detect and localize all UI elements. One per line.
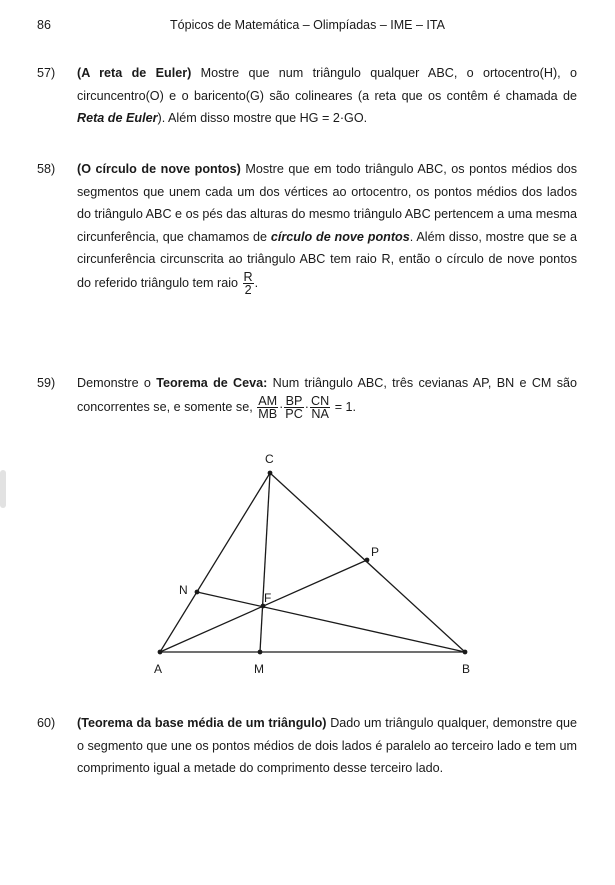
label-n: N [179,583,188,597]
label-b: B [462,662,471,676]
problem-text [77,158,577,296]
problem-body: Dado um triângulo qualquer, demonstre que o segmento que une os pontos médios de dois lados é paralelo ao terceiro lado e tem um comprimento igual a metade do comprimento desse terceiro lado. [77,716,577,775]
label-c: C [265,452,274,466]
fraction-numerator: BP [285,393,303,408]
emphasis-term: círculo de nove pontos [270,229,410,244]
point-a [158,650,163,655]
problem-body-end: ). Além disso mostre que HG = 2·GO. [157,111,368,125]
label-m: M [254,662,264,676]
problem-number: 59) [37,376,56,390]
problem-body: Num triângulo ABC, três cevianas AP, BN e CM são concorrentes se, e somente se, [77,376,578,414]
problem-heading: (A reta de Euler) [77,66,192,80]
problem-heading: Teorema de Ceva: [156,376,268,390]
scan-mark [0,470,6,508]
fraction-numerator: CN [311,393,330,408]
ceva-triangle-figure [140,445,500,685]
problem-text [77,712,577,780]
fraction-denominator: NA [311,406,329,421]
fraction-bp-pc [284,395,304,420]
product-dot: · [279,399,284,414]
cevian-bn [197,592,465,652]
point-m [258,650,263,655]
fraction-denominator: 2 [244,282,252,297]
fraction-numerator: AM [258,393,278,408]
problem-number: 58) [37,162,56,176]
problem-text [77,62,577,130]
problem-body: Mostre que num triângulo qualquer ABC, o ortocentro(H), o circuncentro(O) e o baricento(G) são colineares (a reta que os contêm é chamada de [77,66,577,103]
product-dot: · [304,399,309,414]
point-b [463,650,468,655]
problem-intro: Demonstre o [77,376,157,390]
problem-text [77,372,577,420]
page-number: 86 [37,18,51,32]
label-a: A [154,662,163,676]
fraction-cn-na [310,395,330,420]
problem-body-end: . [254,275,259,290]
side-bc [270,473,465,652]
fraction-numerator: R [243,269,253,284]
point-p [365,558,370,563]
problem-number: 60) [37,716,56,730]
equals-one: = 1. [334,399,357,414]
label-f: F [264,591,272,605]
problem-number: 57) [37,66,56,80]
fraction-r-over-2 [243,271,254,296]
point-c [268,471,273,476]
point-n [195,590,200,595]
side-ac [160,473,270,652]
cevian-cm [260,473,270,652]
problem-body: Mostre que em todo triângulo ABC, os pontos médios dos segmentos que unem cada um dos vértices ao ortocentro, os pontos médios dos lados do triângulo ABC e os pés das alturas do mesmo triângulo ABC pertencem a uma mesma circunferência, que chamamos de [77,162,578,244]
fraction-am-mb [257,395,278,420]
problem-heading: (O círculo de nove pontos) [77,162,241,176]
fraction-denominator: MB [258,406,278,421]
label-p: P [371,545,380,559]
problem-body-cont: . Além disso, mostre que se a circunferência circunscrita ao triângulo ABC tem raio R, então o círculo de nove pontos do referido triângulo tem raio [77,229,577,290]
problem-heading: (Teorema da base média de um triângulo) [77,716,327,730]
emphasis-term: Reta de Euler [77,111,158,125]
fraction-denominator: PC [285,406,303,421]
running-header: Tópicos de Matemática – Olimpíadas – IME – ITA [170,18,445,32]
